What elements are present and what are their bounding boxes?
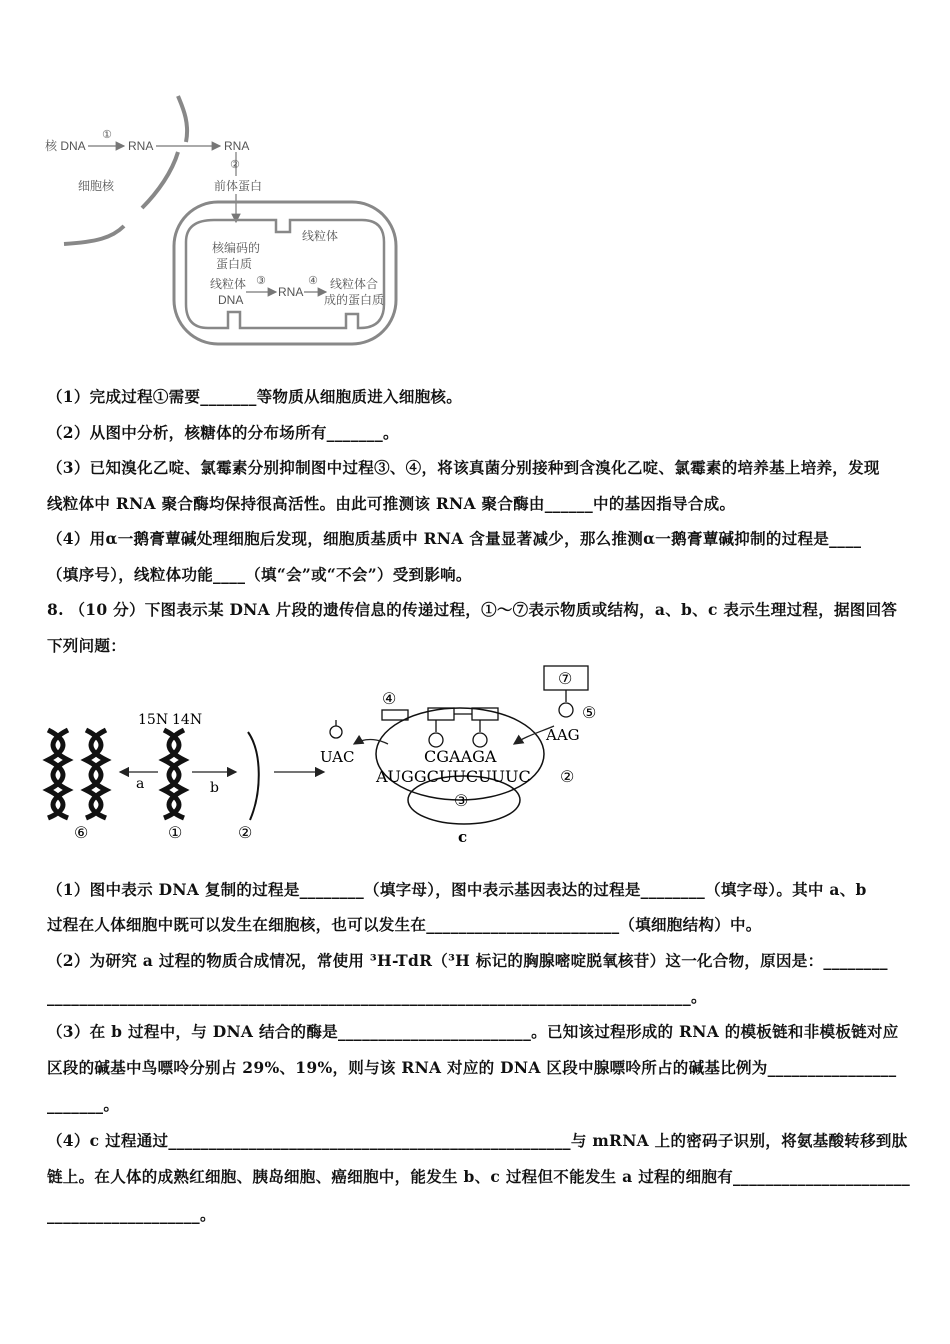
q7-line-4: 线粒体中 RNA 聚合酶均保持很高活性。由此可推测该 RNA 聚合酶由______中的基因指导合成。 [47,494,736,513]
label-mitochondrion: 线粒体 [302,229,339,243]
label-cgaaga: CGAAGA [424,747,497,766]
label-m5: ⑤ [582,703,597,722]
label-rna3: RNA [278,285,304,299]
label-nuclear-encoded-1: 核编码的 [212,241,261,255]
label-c: c [458,828,468,846]
mrna-strand [248,732,259,820]
label-step1: ① [102,129,112,141]
label-m6: ⑥ [74,823,89,842]
q8-line-7: _______。 [47,1095,120,1114]
q7-line-3: （3）已知溴化乙啶、氯霉素分别抑制图中过程③、④，将该真菌分别接种到含溴化乙啶、氯霉素的培养基上培养，发现 [47,458,880,477]
label-aag: AAG [546,726,580,744]
label-m2: ② [238,823,253,842]
q7-line-1: （1）完成过程①需要_______等物质从细胞质进入细胞核。 [47,387,463,406]
q8-line-1: （1）图中表示 DNA 复制的过程是________（填字母），图中表示基因表达的过程是________（填字母）。其中 a、b [47,880,867,899]
label-rna1: RNA [128,139,154,153]
label-m4: ④ [382,689,397,708]
helix-6b [86,730,106,818]
helix-6a [48,730,68,818]
q8-line-10: ___________________。 [47,1205,216,1224]
q8-line-6: 区段的碱基中鸟嘌呤分别占 29%、19%，则与该 RNA 对应的 DNA 区段中腺嘌呤所占的碱基比例为________________ [47,1058,897,1077]
q8-header-1: 8. （10 分）下图表示某 DNA 片段的遗传信息的传递过程，①～⑦表示物质或结构，a、b、c 表示生理过程，据图回答 [47,600,898,619]
helix-1 [164,730,184,818]
label-mito-protein-1: 线粒体合 [330,277,379,291]
label-n15: 15N [138,712,169,728]
label-m2b: ② [560,767,575,786]
label-mito-dna-1: 线粒体 [210,277,247,291]
label-b: b [210,780,219,796]
q8-line-5: （3）在 b 过程中，与 DNA 结合的酶是________________________。已知该过程形成的 RNA 的模板链和非模板链对应 [47,1022,899,1041]
label-step2: ② [230,159,240,171]
figure-gene-expression [40,662,640,847]
q8-header-2: 下列问题： [47,636,127,655]
label-step4: ④ [308,275,318,287]
label-nucleus: 细胞核 [78,179,115,193]
label-nuclear-dna: 核 DNA [45,139,86,153]
label-step3: ③ [256,275,266,287]
q8-line-4: ________________________________________________________________________________。 [47,987,707,1006]
q7-line-5: （4）用α一鹅膏蕈碱处理细胞后发现，细胞质基质中 RNA 含量显著减少，那么推测α一鹅膏蕈碱抑制的过程是____ [47,529,862,548]
label-m7: ⑦ [558,669,573,688]
label-precursor: 前体蛋白 [214,179,263,193]
q7-line-6: （填序号），线粒体功能____（填“会”或“不会”）受到影响。 [47,565,472,584]
label-nuclear-encoded-2: 蛋白质 [216,257,253,271]
q8-line-8: （4）c 过程通过__________________________________________________与 mRNA 上的密码子识别，将氨基酸转移到肽 [47,1131,908,1150]
label-rna2: RNA [224,139,250,153]
q8-line-2: 过程在人体细胞中既可以发生在细胞核，也可以发生在________________________（填细胞结构）中。 [47,915,762,934]
label-mito-dna-2: DNA [218,293,244,307]
label-a: a [136,776,145,792]
label-m3: ③ [454,791,469,810]
label-mito-protein-2: 成的蛋白质 [324,293,385,307]
label-uac: UAC [320,748,355,766]
label-m1: ① [168,823,183,842]
label-n14: 14N [172,712,203,728]
label-mrna: AUGGCUUCUUUC [376,767,531,786]
q8-line-9: 链上。在人体的成熟红细胞、胰岛细胞、癌细胞中，能发生 b、c 过程但不能发生 a 过程的细胞有______________________ [47,1167,911,1186]
q8-line-3: （2）为研究 a 过程的物质合成情况，常使用 ³H-TdR（³H 标记的胸腺嘧啶脱氧核苷）这一化合物，原因是：________ [47,951,888,970]
figure-mitochondria-diagram [40,92,400,354]
q7-line-2: （2）从图中分析，核糖体的分布场所有_______。 [47,423,399,442]
